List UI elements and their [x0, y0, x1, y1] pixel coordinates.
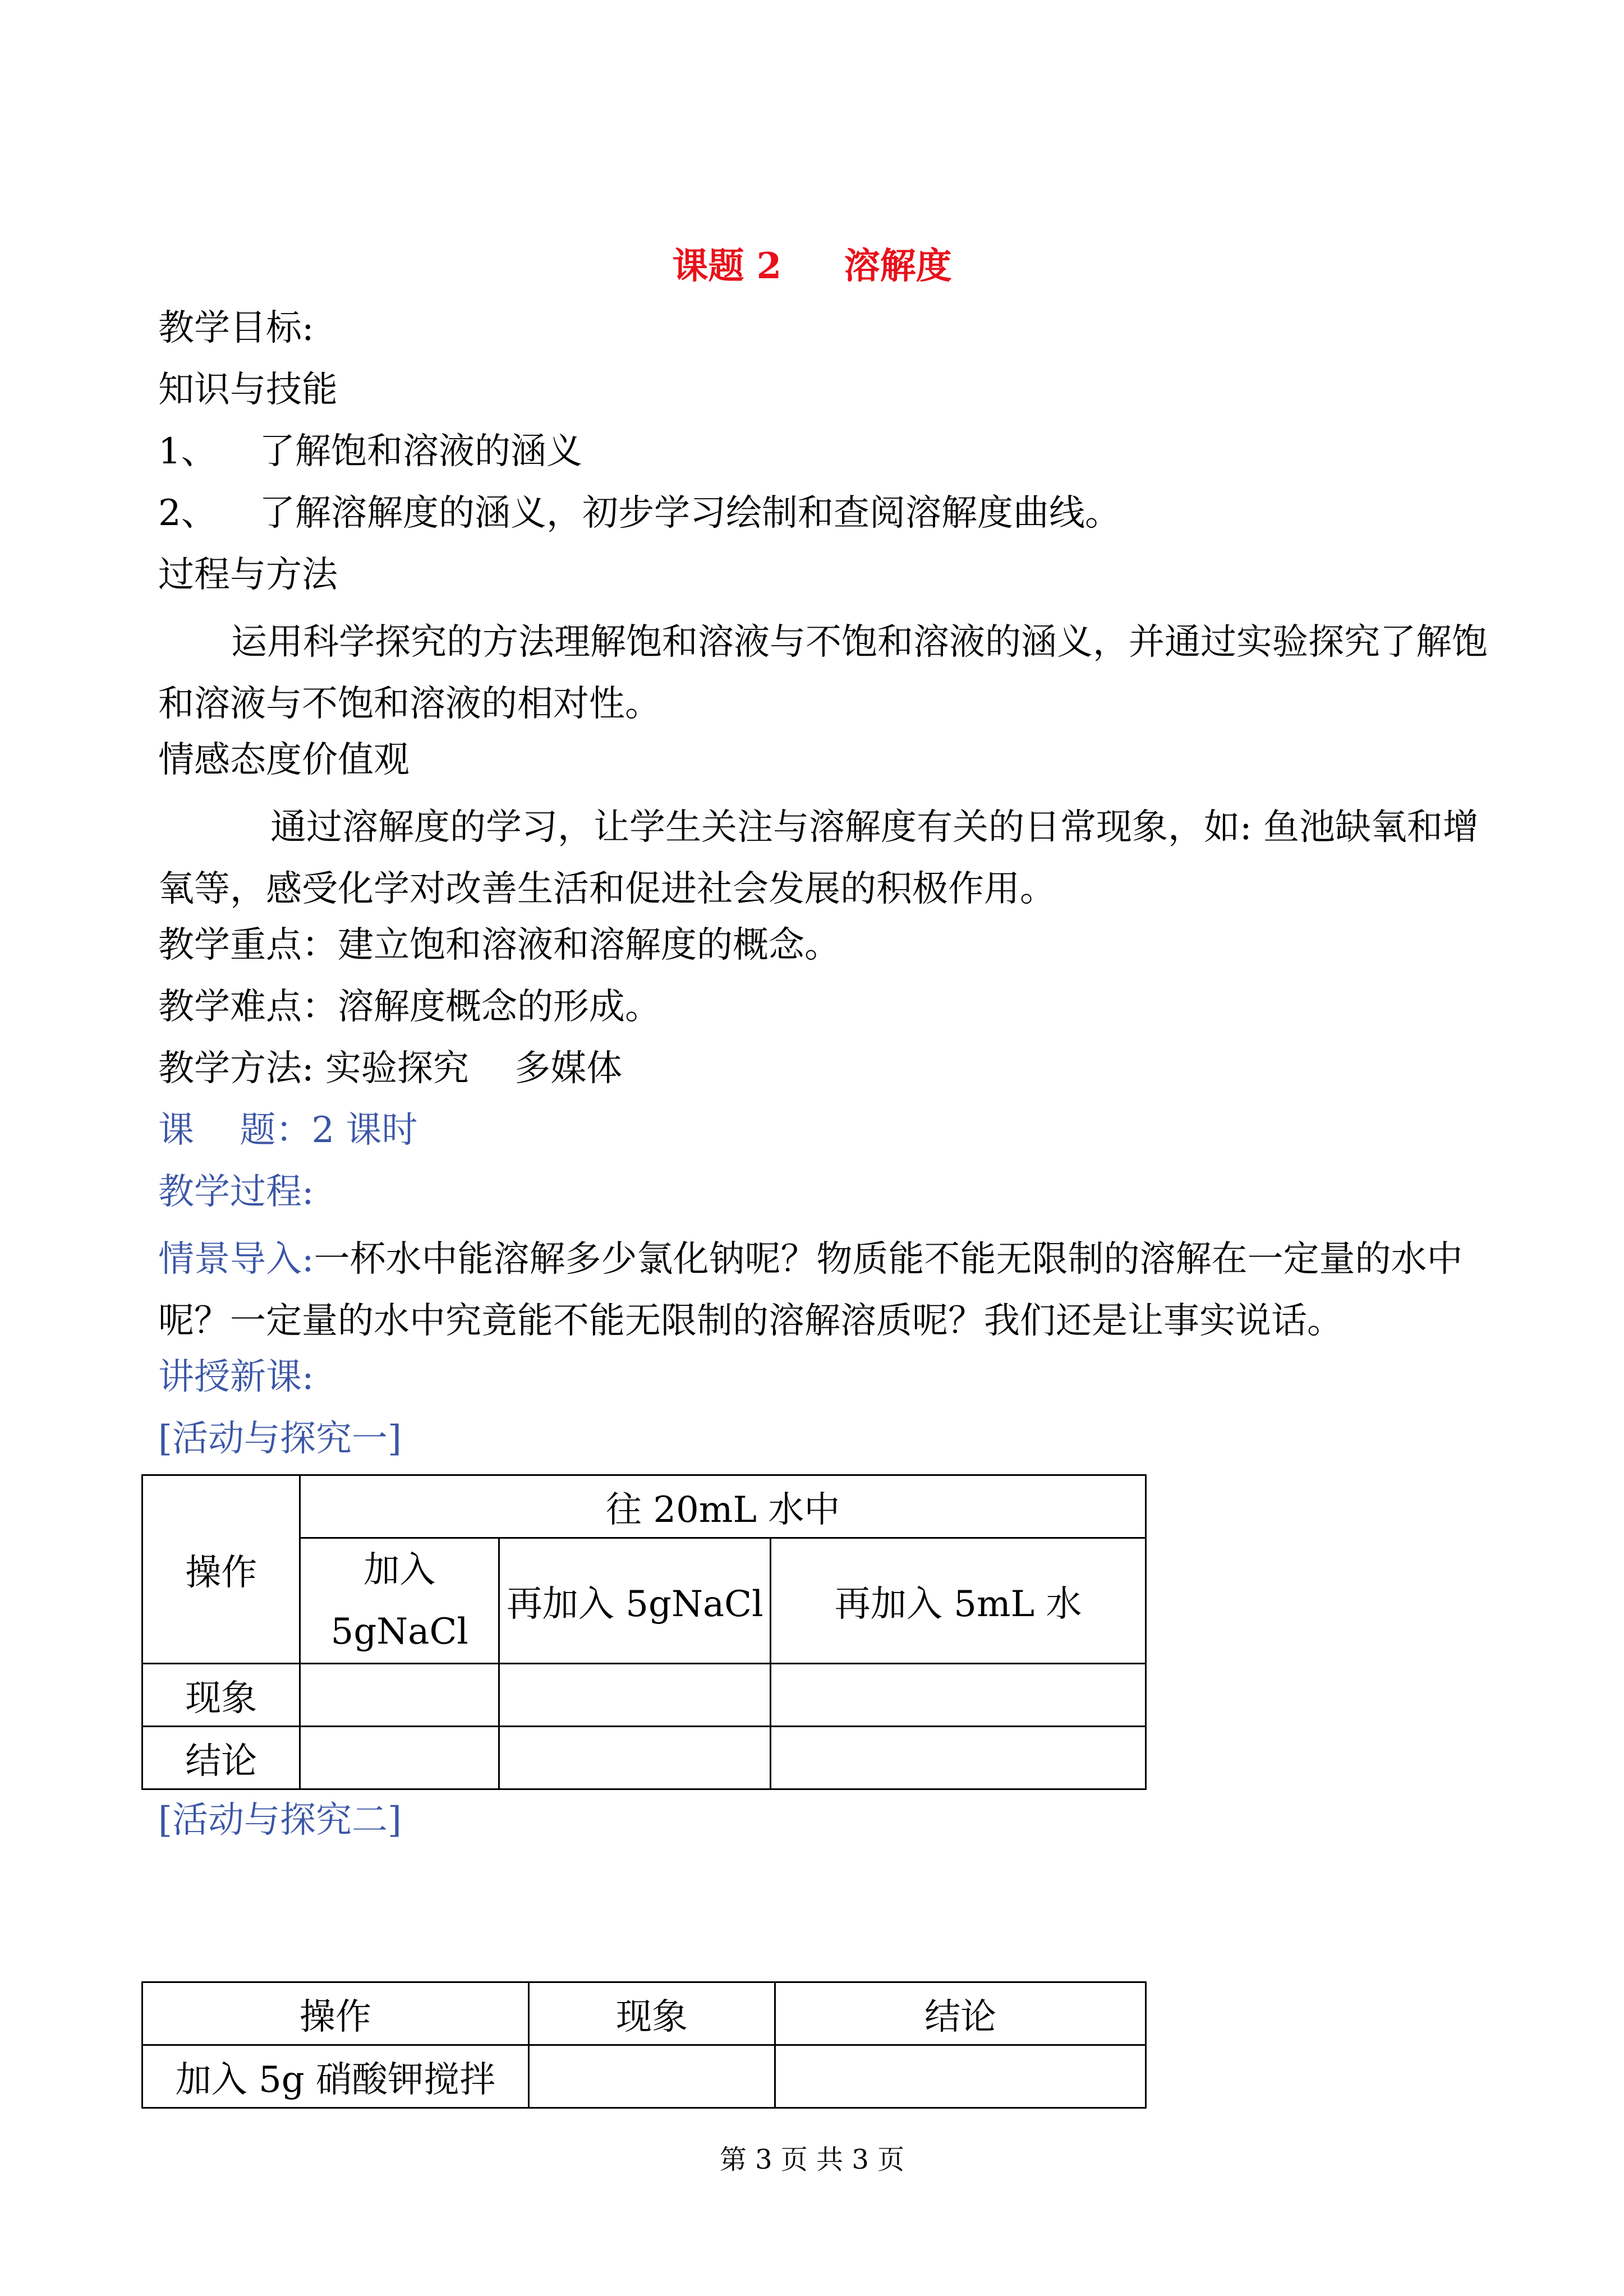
table-cell: [499, 1664, 771, 1727]
item-text: 了解饱和溶液的涵义: [259, 431, 582, 472]
knowledge-item-2: [158, 488, 1121, 539]
item-text: 了解溶解度的涵义，初步学习绘制和查阅溶解度曲线。: [259, 493, 1121, 534]
knowledge-item-1: [158, 426, 582, 477]
col-header-cell: 操作: [142, 1982, 529, 2045]
knowledge-heading: 知识与技能: [158, 369, 338, 411]
operation-header-cell: 操作: [142, 1475, 300, 1664]
intro-paragraph: [158, 1228, 1488, 1352]
difficulty: 教学难点：溶解度概念的形成。: [158, 986, 661, 1028]
table-cell: [300, 1727, 499, 1789]
key-point: 教学重点：建立饱和溶液和溶解度的概念。: [158, 924, 840, 966]
activity2-table: [141, 1981, 1147, 2109]
activity1-table: [141, 1474, 1147, 1790]
page-footer: 第 3 页 共 3 页: [719, 2144, 905, 2175]
item-number: 2、: [158, 493, 217, 534]
process-method-text: 运用科学探究的方法理解饱和溶液与不饱和溶液的涵义，并通过实验探究了解饱和溶液与不饱和溶液的相对性。: [158, 622, 1488, 725]
intro-label: 情景导入:: [158, 1239, 314, 1280]
new-lesson-heading: 讲授新课:: [158, 1356, 314, 1398]
activity1-label: [活动与探究一]: [158, 1418, 402, 1460]
table-cell: [775, 2045, 1146, 2108]
group-header-cell: 往 20mL 水中: [300, 1475, 1146, 1538]
col-header-cell: 现象: [528, 1982, 775, 2045]
row-header-cell: 现象: [142, 1664, 300, 1727]
col-header-cell: 结论: [775, 1982, 1146, 2045]
table-cell: [771, 1664, 1146, 1727]
page-title: 课题 2 溶解度: [672, 245, 952, 287]
table-cell: [771, 1727, 1146, 1789]
lesson-count: 课 题：2 课时: [158, 1110, 418, 1151]
emotion-heading: 情感态度价值观: [158, 739, 410, 781]
activity2-label: [活动与探究二]: [158, 1800, 402, 1841]
col-header-cell: 再加入 5gNaCl: [499, 1538, 771, 1664]
table-cell: [499, 1727, 771, 1789]
teaching-process-heading: 教学过程:: [158, 1171, 314, 1213]
teaching-method: 教学方法: 实验探究 多媒体: [158, 1048, 623, 1089]
table-cell: [300, 1664, 499, 1727]
table-cell: 加入 5g 硝酸钾搅拌: [142, 2045, 529, 2108]
item-number: 1、: [158, 431, 217, 472]
col-header-cell: 加入 5gNaCl: [300, 1538, 499, 1664]
process-method-heading: 过程与方法: [158, 554, 338, 596]
col-header-cell: 再加入 5mL 水: [771, 1538, 1146, 1664]
table-cell: [528, 2045, 775, 2108]
emotion-text: 通过溶解度的学习，让学生关注与溶解度有关的日常现象，如: 鱼池缺氧和增氧等，感受化学对改善生活和促进社会发展的积极作用。: [158, 807, 1479, 910]
intro-text: 一杯水中能溶解多少氯化钠呢？物质能不能无限制的溶解在一定量的水中呢？一定量的水中究竟能不能无限制的溶解溶质呢？我们还是让事实说话。: [158, 1239, 1463, 1342]
row-header-cell: 结论: [142, 1727, 300, 1789]
objectives-heading: 教学目标:: [158, 307, 314, 349]
